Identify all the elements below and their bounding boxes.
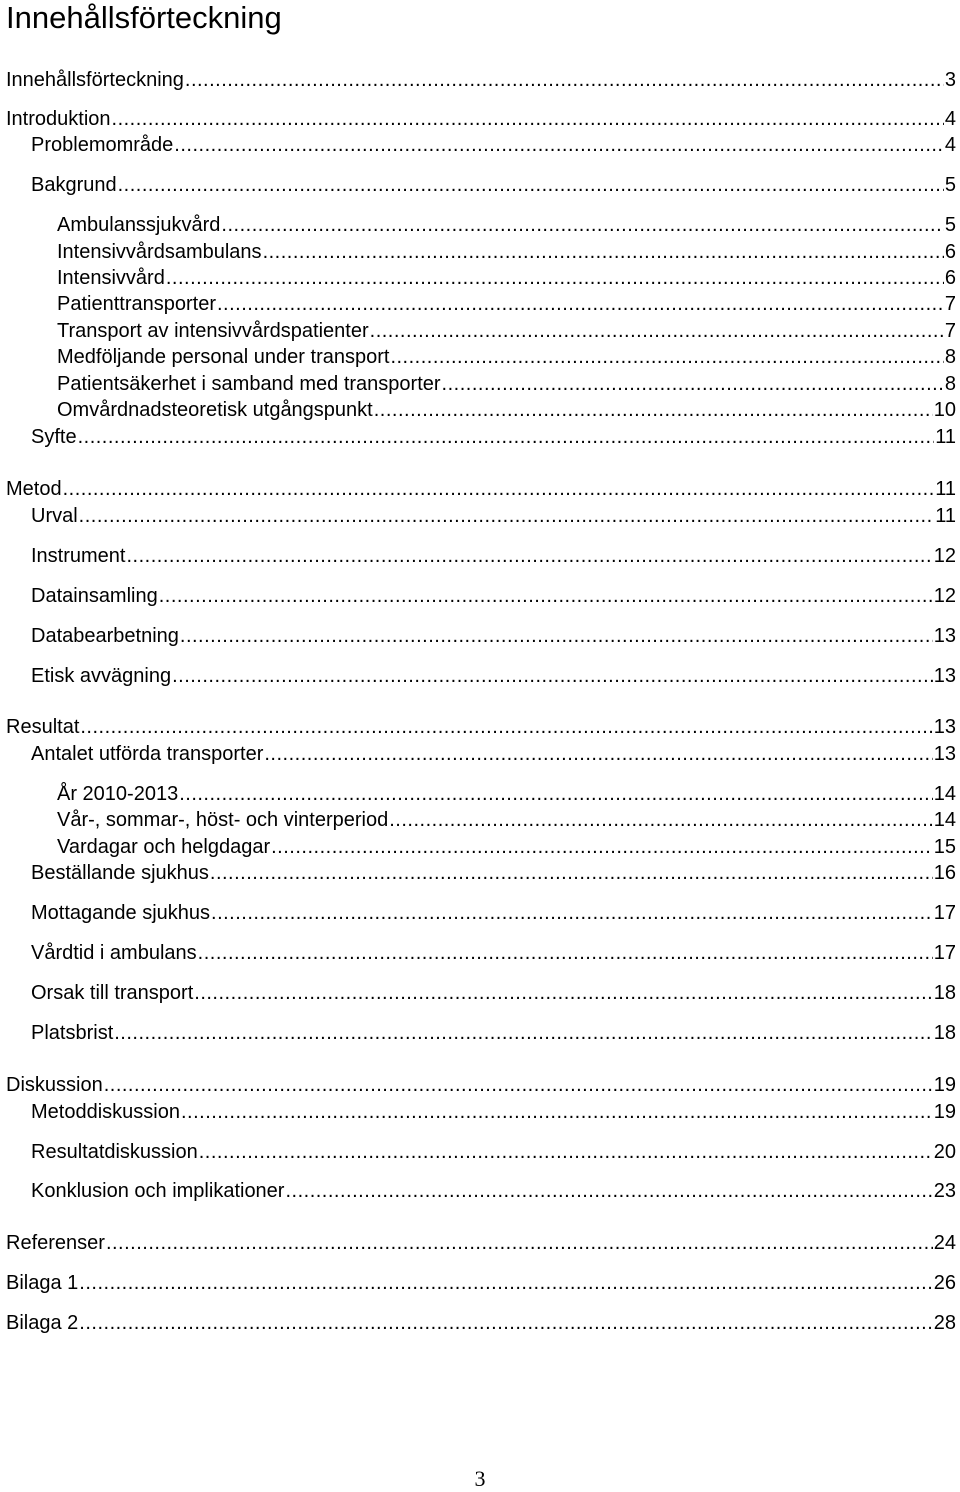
toc-entry-label: Transport av intensivvårdspatienter <box>57 320 369 342</box>
toc-entry-page: 18 <box>933 982 956 1004</box>
dot-leader <box>370 319 944 343</box>
dot-leader <box>80 715 932 739</box>
toc-entry-page: 26 <box>933 1272 956 1294</box>
dot-leader <box>114 1021 933 1045</box>
toc-entry-label: Diskussion <box>6 1074 103 1096</box>
toc-entry[interactable] <box>31 664 956 688</box>
toc-entry[interactable] <box>6 68 956 92</box>
dot-leader <box>79 1271 932 1295</box>
toc-entry-page: 7 <box>944 320 956 342</box>
toc-entry-label: Metod <box>6 478 62 500</box>
toc-entry[interactable] <box>57 372 956 396</box>
toc-entry-page: 20 <box>933 1141 956 1163</box>
toc-entry-page: 5 <box>944 174 956 196</box>
dot-leader <box>442 372 944 396</box>
toc-entry[interactable] <box>31 742 956 766</box>
toc-entry-label: Metoddiskussion <box>31 1101 180 1123</box>
dot-leader <box>104 1073 933 1097</box>
toc-entry[interactable] <box>6 1231 956 1255</box>
toc-entry-label: Intensivvård <box>57 267 165 289</box>
toc-entry-label: År 2010-2013 <box>57 783 179 805</box>
dot-leader <box>112 107 944 131</box>
dot-leader <box>79 504 935 528</box>
toc-entry[interactable] <box>31 1021 956 1045</box>
toc-entry-label: Orsak till transport <box>31 982 194 1004</box>
toc-entry-label: Urval <box>31 505 78 527</box>
dot-leader <box>285 1179 932 1203</box>
toc-entry-label: Datainsamling <box>31 585 158 607</box>
toc-entry-page: 16 <box>933 862 956 884</box>
toc-entry-page: 24 <box>933 1232 956 1254</box>
toc-entry[interactable] <box>31 1179 956 1203</box>
dot-leader <box>199 1140 933 1164</box>
toc-entry[interactable] <box>57 319 956 343</box>
toc-entry-page: 6 <box>944 241 956 263</box>
toc-entry-page: 4 <box>944 134 956 156</box>
dot-leader <box>217 292 944 316</box>
toc-entry[interactable] <box>31 504 956 528</box>
toc-entry-label: Problemområde <box>31 134 174 156</box>
toc-entry[interactable] <box>31 425 956 449</box>
toc-entry-page: 8 <box>944 346 956 368</box>
toc-entry-page: 11 <box>935 426 956 448</box>
dot-leader <box>221 213 943 237</box>
toc-entry[interactable] <box>31 861 956 885</box>
toc-entry-label: Introduktion <box>6 108 111 130</box>
toc-entry-page: 11 <box>935 478 956 500</box>
dot-leader <box>374 398 933 422</box>
toc-entry-label: Mottagande sjukhus <box>31 902 211 924</box>
dot-leader <box>181 1100 933 1124</box>
toc-entry-page: 18 <box>933 1022 956 1044</box>
toc-entry[interactable] <box>57 266 956 290</box>
toc-entry-label: Omvårdnadsteoretisk utgångspunkt <box>57 399 373 421</box>
toc-entry-page: 23 <box>933 1180 956 1202</box>
toc-entry-label: Intensivvårdsambulans <box>57 241 262 263</box>
toc-entry-label: Beställande sjukhus <box>31 862 209 884</box>
toc-entry-label: Syfte <box>31 426 77 448</box>
toc-entry-label: Patientsäkerhet i samband med transporter <box>57 373 441 395</box>
toc-entry[interactable] <box>31 981 956 1005</box>
dot-leader <box>390 345 943 369</box>
toc-entry-page: 10 <box>933 399 956 421</box>
dot-leader <box>159 584 933 608</box>
toc-entry-label: Instrument <box>31 545 126 567</box>
toc-entry-page: 6 <box>944 267 956 289</box>
toc-entry[interactable] <box>31 584 956 608</box>
toc-entry[interactable] <box>57 782 956 806</box>
toc-entry-page: 13 <box>933 716 956 738</box>
toc-entry-page: 8 <box>944 373 956 395</box>
toc-entry[interactable] <box>57 345 956 369</box>
toc-entry-page: 19 <box>933 1101 956 1123</box>
toc-entry-page: 5 <box>944 214 956 236</box>
toc-entry[interactable] <box>31 901 956 925</box>
dot-leader <box>271 835 933 859</box>
toc-entry[interactable] <box>31 173 956 197</box>
dot-leader <box>126 544 932 568</box>
toc-entry-label: Ambulanssjukvård <box>57 214 221 236</box>
toc-entry[interactable] <box>31 133 956 157</box>
toc-entry[interactable] <box>57 213 956 237</box>
dot-leader <box>118 173 944 197</box>
toc-entry[interactable] <box>31 544 956 568</box>
toc-entry-label: Patienttransporter <box>57 293 216 315</box>
toc-entry-label: Konklusion och implikationer <box>31 1180 285 1202</box>
dot-leader <box>194 981 932 1005</box>
dot-leader <box>185 68 944 92</box>
toc-entry[interactable] <box>57 240 956 264</box>
toc-entry-page: 12 <box>933 545 956 567</box>
toc-entry-label: Bilaga 1 <box>6 1272 79 1294</box>
toc-entry-label: Vardagar och helgdagar <box>57 836 271 858</box>
toc-entry[interactable] <box>57 835 956 859</box>
toc-entry[interactable] <box>6 1311 956 1335</box>
dot-leader <box>78 425 935 449</box>
toc-entry[interactable] <box>57 292 956 316</box>
toc-entry[interactable] <box>31 624 956 648</box>
toc-entry[interactable] <box>31 1100 956 1124</box>
toc-entry-label: Innehållsförteckning <box>6 69 184 91</box>
toc-entry-label: Referenser <box>6 1232 105 1254</box>
toc-entry-page: 12 <box>933 585 956 607</box>
dot-leader <box>106 1231 933 1255</box>
toc-entry[interactable] <box>57 808 956 832</box>
page-title: Innehållsförteckning <box>6 0 282 35</box>
toc-entry-page: 14 <box>933 809 956 831</box>
toc-entry[interactable] <box>6 107 956 131</box>
toc-entry-label: Databearbetning <box>31 625 179 647</box>
toc-entry-page: 3 <box>944 69 956 91</box>
toc-entry[interactable] <box>31 1140 956 1164</box>
dot-leader <box>211 901 933 925</box>
toc-entry[interactable] <box>31 941 956 965</box>
dot-leader <box>180 624 933 648</box>
dot-leader <box>263 240 944 264</box>
toc-entry-page: 13 <box>933 743 956 765</box>
dot-leader <box>198 941 933 965</box>
dot-leader <box>79 1311 932 1335</box>
toc-entry-page: 28 <box>933 1312 956 1334</box>
toc-entry-page: 4 <box>944 108 956 130</box>
dot-leader <box>210 861 933 885</box>
toc-entry-page: 15 <box>933 836 956 858</box>
toc-entry-page: 17 <box>933 942 956 964</box>
dot-leader <box>63 477 935 501</box>
toc-entry-label: Resultatdiskussion <box>31 1141 198 1163</box>
toc-entry-label: Resultat <box>6 716 80 738</box>
toc-entry-label: Etisk avvägning <box>31 665 172 687</box>
dot-leader <box>172 664 933 688</box>
page-number: 3 <box>474 1466 486 1491</box>
toc-entry[interactable] <box>6 1073 956 1097</box>
dot-leader <box>174 133 944 157</box>
toc-entry-page: 17 <box>933 902 956 924</box>
toc-entry-page: 7 <box>944 293 956 315</box>
toc-entry-page: 11 <box>935 505 956 527</box>
toc-entry-label: Bakgrund <box>31 174 117 196</box>
toc-entry-label: Medföljande personal under transport <box>57 346 390 368</box>
toc-entry[interactable] <box>6 715 956 739</box>
dot-leader <box>389 808 933 832</box>
toc-entry[interactable] <box>6 1271 956 1295</box>
toc-entry-label: Platsbrist <box>31 1022 114 1044</box>
dot-leader <box>166 266 944 290</box>
toc-entry-label: Bilaga 2 <box>6 1312 79 1334</box>
toc-entry-label: Vårdtid i ambulans <box>31 942 197 964</box>
dot-leader <box>179 782 933 806</box>
toc-entry-label: Vår-, sommar-, höst- och vinterperiod <box>57 809 389 831</box>
toc-entry-page: 14 <box>933 783 956 805</box>
toc-entry-page: 19 <box>933 1074 956 1096</box>
toc-entry-page: 13 <box>933 665 956 687</box>
toc-entry-label: Antalet utförda transporter <box>31 743 264 765</box>
toc-entry[interactable] <box>6 477 956 501</box>
dot-leader <box>264 742 932 766</box>
toc-entry[interactable] <box>57 398 956 422</box>
toc-entry-page: 13 <box>933 625 956 647</box>
